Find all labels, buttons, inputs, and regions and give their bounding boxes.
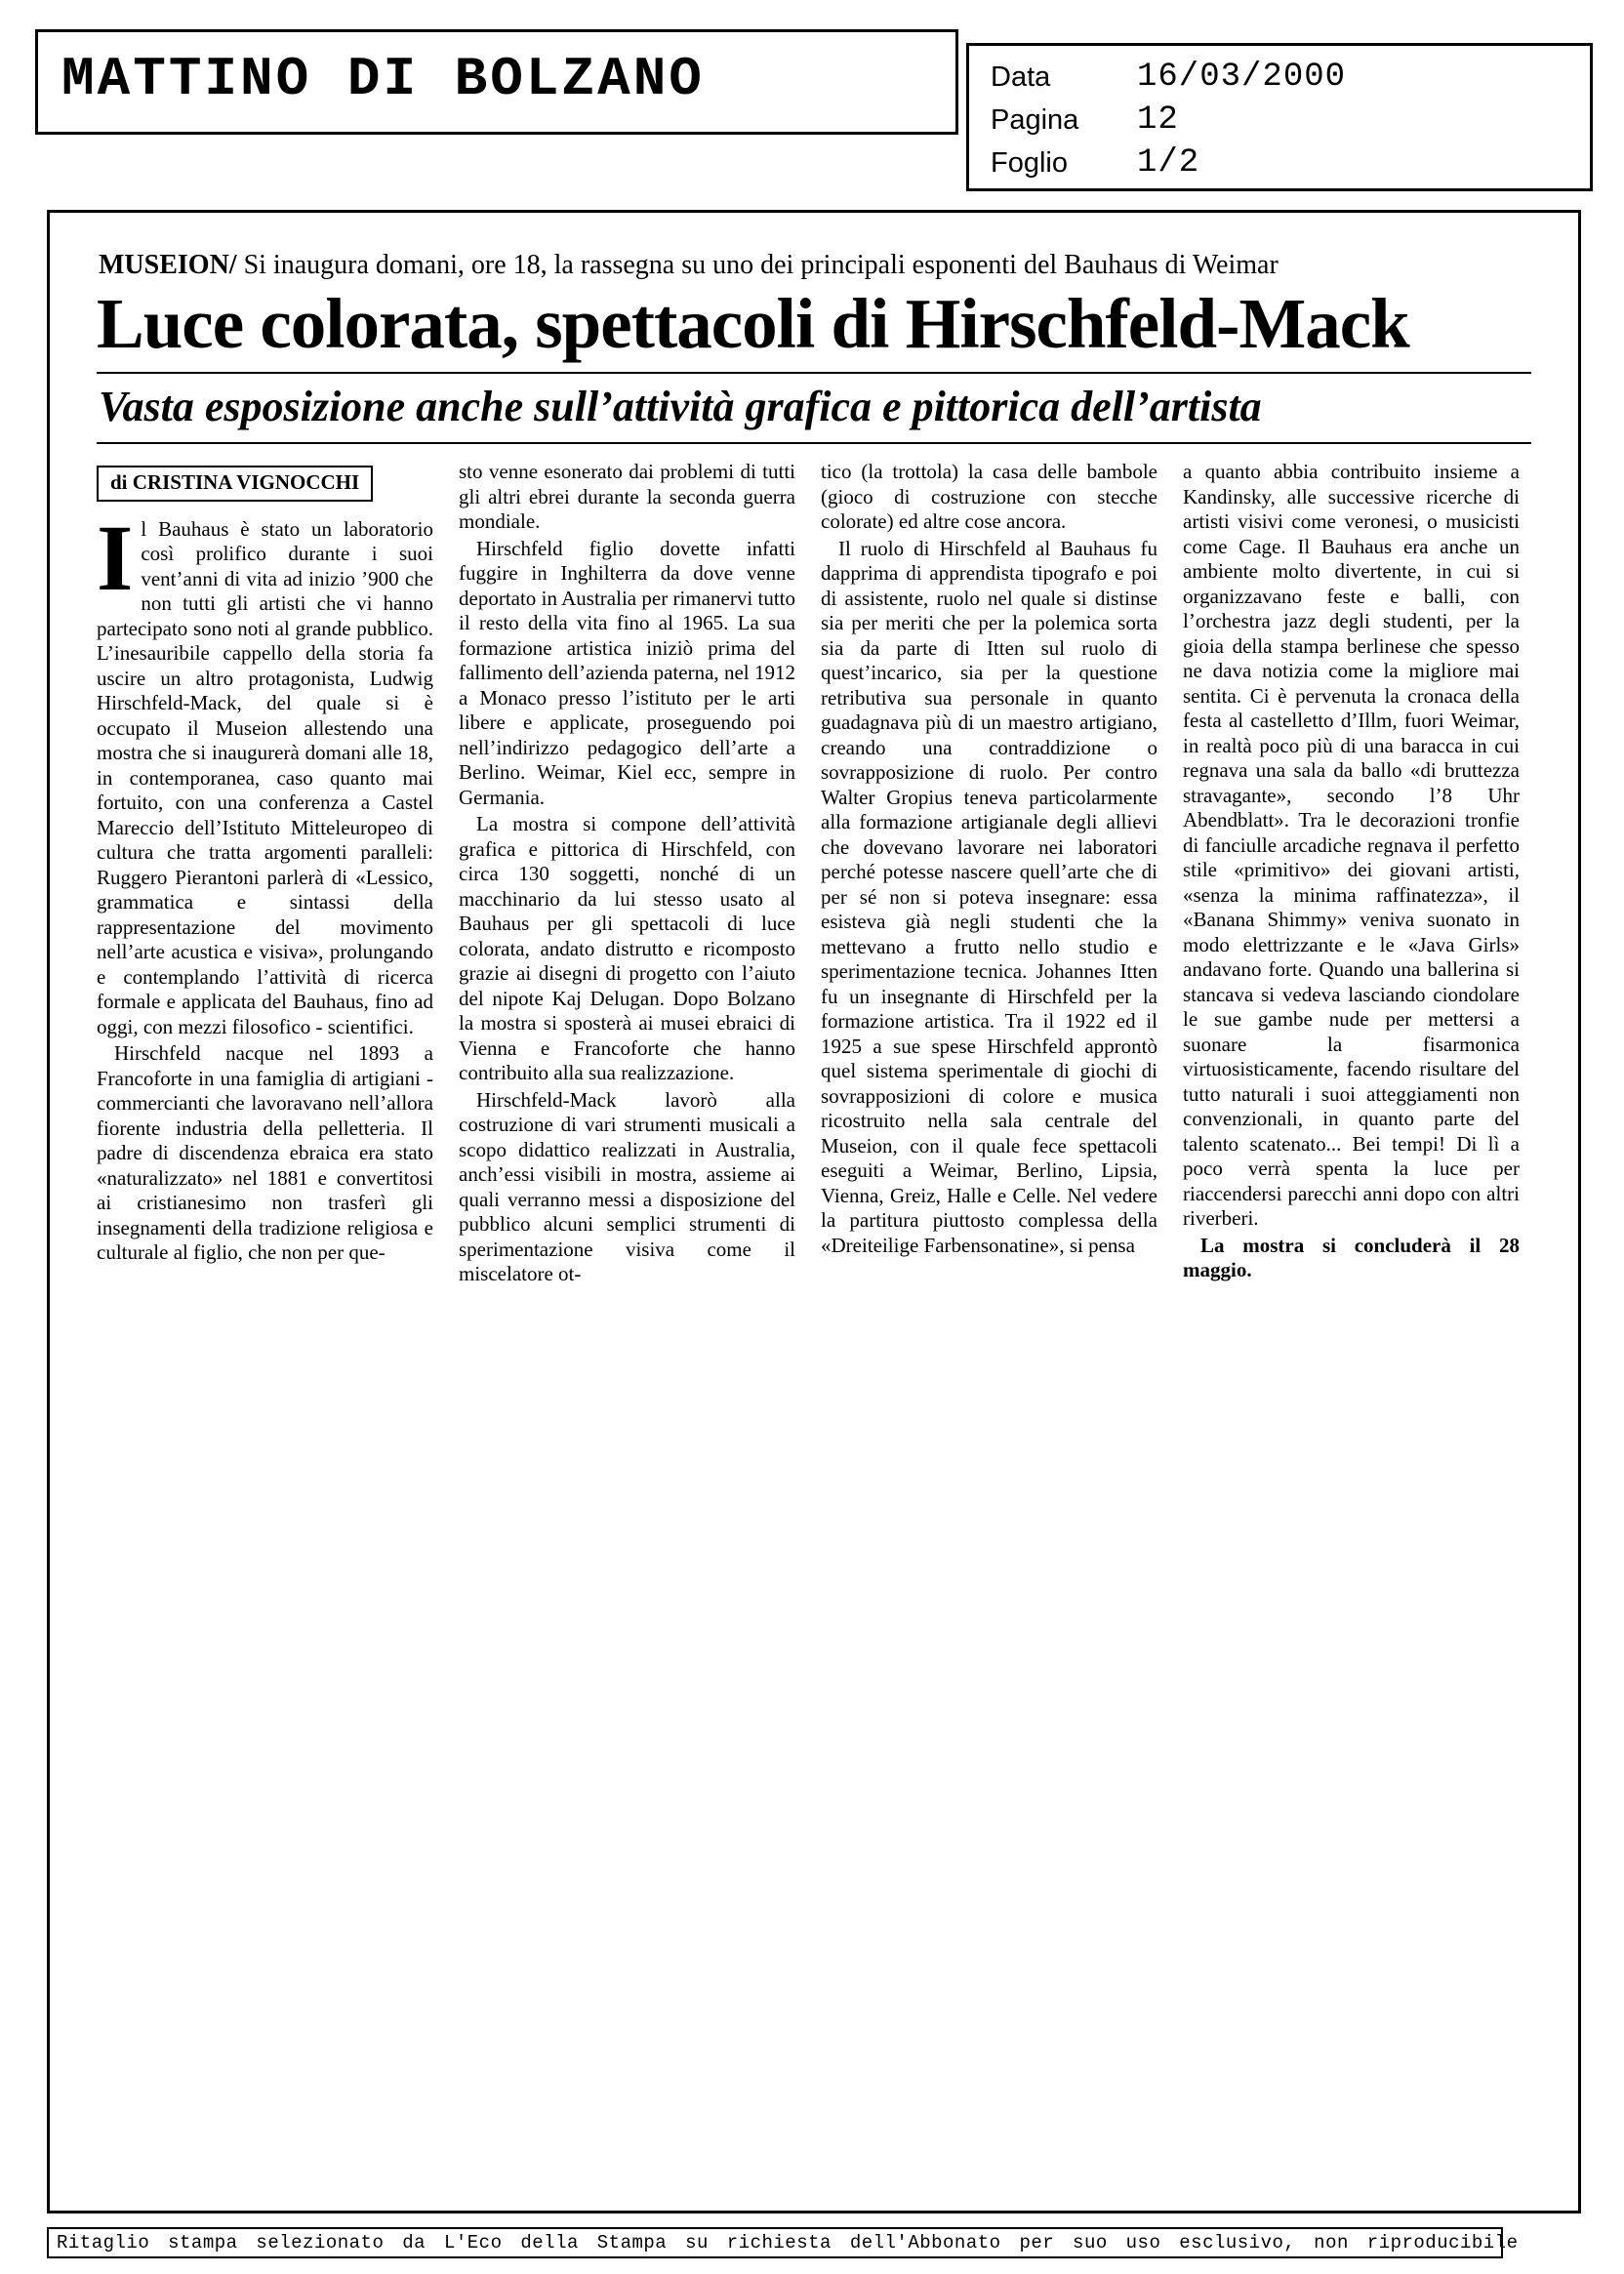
byline: di CRISTINA VIGNOCCHI: [110, 470, 360, 495]
article-paragraph: tico (la trottola) la casa delle bambole (gioco di costruzione con stecche colorate) ed altre cose ancora.: [821, 460, 1157, 534]
article-paragraph: Hirschfeld-Mack lavorò alla costruzione di vari strumenti musicali a scopo didattico realizzati in Australia, anch’essi visibili in mostra, assieme ai quali verranno messi a disposizione del pubblico alcuni semplici strumenti di sperimentazione visiva come il miscelatore ot-: [459, 1087, 795, 1286]
article-paragraph: sto venne esonerato dai problemi di tutti gli altri ebrei durante la seconda guerra mondiale.: [459, 460, 795, 534]
article-column-3: [821, 460, 1157, 1289]
headline: Luce colorata, spettacoli di Hirschfeld-Mack: [97, 284, 1409, 363]
kicker-tag: MUSEION/: [99, 250, 237, 280]
masthead-box: [35, 29, 958, 135]
info-row-pagina: [991, 99, 1590, 142]
info-label-pagina: Pagina: [991, 103, 1079, 136]
rule-under-subhead: [97, 442, 1531, 444]
article-column-2: [459, 460, 795, 1289]
info-row-data: [991, 56, 1590, 99]
subhead: Vasta esposizione anche sull’attività grafica e pittorica dell’artista: [99, 382, 1262, 430]
rule-under-headline: [97, 372, 1531, 374]
footer-text: Ritaglio stampa selezionato da L'Eco della Stampa su richiesta dell'Abbonato per suo uso esclusivo, non riproducibile: [57, 2232, 1519, 2254]
article-column-1: [97, 460, 433, 1289]
info-value-foglio: 1/2: [1137, 144, 1200, 182]
article-paragraph: [97, 505, 433, 1040]
article-columns: [97, 460, 1531, 1289]
article-paragraph: Hirschfeld figlio dovette infatti fuggire in Inghilterra da dove venne deportato in Australia per rimanervi tutto il resto della vita fino al 1965. La sua formazione artistica iniziò prima del fallimento dell’azienda paterna, nel 1912 a Monaco presso l’istituto per le arti libere e applicate, proseguendo poi nell’indirizzo pedagogico dell’arte a Berlino. Weimar, Kiel ecc, sempre in Germania.: [459, 536, 795, 809]
masthead-title: MATTINO DI BOLZANO: [61, 48, 705, 110]
info-row-foglio: [991, 142, 1590, 184]
paragraph-text: l Bauhaus è stato un laboratorio così prolifico durante i suoi vent’anni di vita ad inizio ’900 che non tutti gli artisti che vi hanno partecipato sono noti al grande pubblico. L’inesauribile cappello della storia fa uscire un altro protagonista, Ludwig Hirschfeld-Mack, del quale si è occupato il Museion allestendo una mostra che si inaugurerà domani alle 18, in contemporanea, caso quanto mai fortuito, con una conferenza a Castel Mareccio dell’Istituto Mitteleuropeo di cultura che tratta argomenti paralleli: Ruggero Pierantoni parlerà di «Lessico, grammatica e sintassi della rappresentazione del movimento nell’arte acustica e visiva», prolungando e contemplando l’attività di ricerca formale e applicata del Bauhaus, fino ad oggi, con mezzi filosofico - scientifici.: [97, 516, 433, 1038]
article-column-4: [1183, 460, 1520, 1289]
info-label-foglio: Foglio: [991, 146, 1068, 179]
article-paragraph: Il ruolo di Hirschfeld al Bauhaus fu dapprima di apprendista tipografo e poi di assistente, ruolo nel quale si distinse sia per meriti che per la polemica sorta sia da parte di Itten sul ruolo di quest’incarico, sia per la questione retributiva sua personale in quanto guadagnava più di un maestro artigiano, creando una contraddizione o sovrapposizione di ruolo. Per contro Walter Gropius teneva particolarmente alla formazione artigianale degli allievi che dovevano lavorare nei laboratori perché potesse nascere quell’arte che di per sé non si poteva insegnare: essa esisteva già negli studenti che la mettevano a frutto nello studio e sperimentazione tecnica. Johannes Itten fu un insegnante di Hirschfeld per la formazione artistica. Tra il 1922 ed il 1925 a sue spese Hirschfeld approntò quel sistema sperimentale di giochi di sovrapposizioni di colore e musica ricostruito nella sala centrale del Museion, con il quale fece spettacoli eseguiti a Weimar, Berlino, Lipsia, Vienna, Greiz, Halle e Celle. Nel vedere la partitura piuttosto complessa della «Dreiteilige Farbensonatine», si pensa: [821, 536, 1157, 1257]
article-box: [47, 210, 1581, 2213]
drop-cap: I: [97, 505, 134, 610]
closing-paragraph: La mostra si concluderà il 28 maggio.: [1183, 1233, 1520, 1282]
kicker-text: Si inaugura domani, ore 18, la rassegna su uno dei principali esponenti del Bauhaus di Weimar: [236, 250, 1279, 280]
article-paragraph: Hirschfeld nacque nel 1893 a Francoforte in una famiglia di artigiani - commercianti che lavoravano nell’allora fiorente industria della pelletteria. Il padre di discendenza ebraica era stato «naturalizzato» nel 1881 e convertitosi ai cristianesimo non trasferì gli insegnamenti della tradizione religiosa e culturale al figlio, che non per que-: [97, 1041, 433, 1265]
info-value-data: 16/03/2000: [1137, 59, 1347, 96]
byline-box: [97, 466, 373, 502]
footer-bar: [47, 2227, 1519, 2258]
info-box: [966, 43, 1593, 191]
info-value-pagina: 12: [1137, 102, 1179, 139]
info-label-data: Data: [991, 61, 1051, 93]
article-paragraph: La mostra si compone dell’attività grafica e pittorica di Hirschfeld, con circa 130 soggetti, nonché di un macchinario da lui stesso usato al Bauhaus per gli spettacoli di luce colorata, andato distrutto e ricomposto grazie ai disegni di progetto con l’aiuto del nipote Kaj Delugan. Dopo Bolzano la mostra si sposterà ai musei ebraici di Vienna e Francoforte che hanno contribuito alla sua realizzazione.: [459, 812, 795, 1085]
article-paragraph: a quanto abbia contribuito insieme a Kandinsky, alle successive ricerche di artisti visivi come veronesi, o musicisti come Cage. Il Bauhaus era anche un ambiente molto divertente, in cui si organizzavano feste e balli, con l’orchestra jazz degli studenti, per la gioia della stampa berlinese che spesso ne dava notizia come la migliore mai sentita. Ci è pervenuta la cronaca della festa al castelletto d’Illm, fuori Weimar, in realtà poco più di una baracca in cui regnava una sala da ballo «di bruttezza stravagante», secondo l’8 Uhr Abendblatt». Tra le decorazioni tronfie di fanciulle arcadiche regnava il perfetto stile «primitivo» dei giovani artisti, «senza la minima raffinatezza», il «Banana Shimmy» veniva suonato in modo elettrizzante e le «Java Girls» andavano forte. Quando una ballerina si stancava si vedeva lasciando ciondolare le sue gambe nude per mettersi a suonare la fisarmonica virtuosisticamente, facendo risultare del tutto naturali i suoi atteggiamenti non convenzionali, in quanto parte del talento scatenato... Bei tempi! Di lì a poco verrà spenta la luce per riaccendersi parecchi anni dopo con altri riverberi.: [1183, 460, 1520, 1231]
kicker: [99, 250, 1531, 281]
